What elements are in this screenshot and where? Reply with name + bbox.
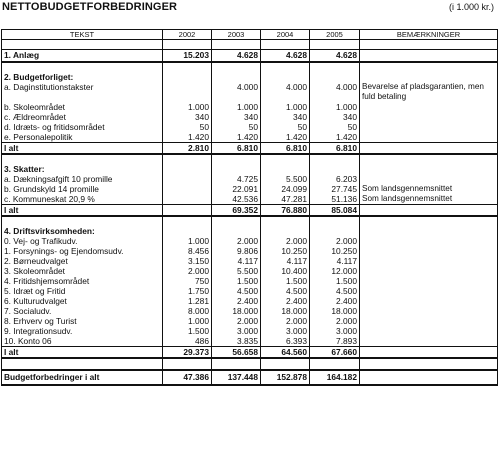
table-row [2,296,498,306]
table-row [2,174,498,184]
cell-2004: 1.000 [261,102,310,112]
cell-2003: 6.810 [212,143,261,155]
cell-note [360,174,498,184]
cell-note [360,276,498,286]
cell-2002: 2.000 [163,266,212,276]
cell-2005: 2.000 [310,316,360,326]
col-header-2003: 2003 [212,30,261,40]
cell-2004: 2.000 [261,316,310,326]
cell-2002: 1.000 [163,102,212,112]
cell-2005: 67.660 [310,347,360,359]
cell-2005: 3.000 [310,326,360,336]
cell-2003: 1.000 [212,102,261,112]
cell-2002: 340 [163,112,212,122]
cell-2004: 6.810 [261,143,310,155]
row-label: 10. Konto 06 [2,336,163,347]
cell-2005: 85.084 [310,205,360,217]
row-label: 0. Vej- og Trafikudv. [2,236,163,246]
cell-2003: 50 [212,122,261,132]
total-row [2,205,498,217]
spacer-row [2,40,498,50]
cell-2005: 4.000 [310,82,360,102]
cell-2002 [163,82,212,102]
cell-note [360,316,498,326]
cell-2004: 6.393 [261,336,310,347]
cell-2005: 10.250 [310,246,360,256]
cell-2004 [261,164,310,174]
cell-2003: 9.806 [212,246,261,256]
table-row [2,266,498,276]
row-label: 9. Integrationsudv. [2,326,163,336]
cell-note [360,347,498,359]
cell-2003: 22.091 [212,184,261,194]
cell-2005: 50 [310,122,360,132]
table-row [2,122,498,132]
section-heading-row [2,72,498,82]
cell-2004: 4.628 [261,50,310,63]
section-heading-row [2,164,498,174]
total-row [2,143,498,155]
cell-2004: 2.400 [261,296,310,306]
row-label: b. Grundskyld 14 promille [2,184,163,194]
cell-note [360,306,498,316]
cell-2002 [163,72,212,82]
header-row [2,30,498,40]
cell-2005: 27.745 [310,184,360,194]
cell-2004: 1.500 [261,276,310,286]
cell-2003: 2.400 [212,296,261,306]
section-driftsvirksomheden [2,226,498,358]
cell-2002: 29.373 [163,347,212,359]
cell-2003 [212,72,261,82]
cell-note [360,50,498,63]
cell-2003: 3.835 [212,336,261,347]
cell-2003 [212,226,261,236]
col-header-2005: 2005 [310,30,360,40]
cell-2005: 7.893 [310,336,360,347]
row-label: a. Daginstitutionstakster [2,82,163,102]
table-row [2,194,498,205]
cell-note [360,266,498,276]
cell-2002 [163,205,212,217]
cell-2005: 6.203 [310,174,360,184]
cell-2002 [163,174,212,184]
table-row [2,326,498,336]
cell-2002: 1.000 [163,316,212,326]
cell-2004: 5.500 [261,174,310,184]
cell-2002 [163,164,212,174]
cell-2005: 4.628 [310,50,360,63]
cell-2005: 1.420 [310,132,360,143]
cell-2004 [261,226,310,236]
table-row [2,276,498,286]
cell-note [360,112,498,122]
cell-2003: 4.628 [212,50,261,63]
cell-2004: 10.250 [261,246,310,256]
table-row [2,306,498,316]
cell-note [360,246,498,256]
cell-note [360,326,498,336]
cell-2003: 3.000 [212,326,261,336]
cell-2004: 24.099 [261,184,310,194]
cell-2002: 50 [163,122,212,132]
total-row [2,347,498,359]
cell-2004: 4.500 [261,286,310,296]
row-label: 2. Børneudvalget [2,256,163,266]
row-label: 1. Anlæg [2,50,163,63]
table-row [2,82,498,102]
col-header-2004: 2004 [261,30,310,40]
cell-2005: 4.500 [310,286,360,296]
cell-2005: 12.000 [310,266,360,276]
cell-2003: 2.000 [212,236,261,246]
table-row [2,132,498,143]
col-header-tekst: TEKST [2,30,163,40]
cell-2004: 152.878 [261,370,310,385]
cell-2005 [310,72,360,82]
cell-note [360,256,498,266]
table-row [2,246,498,256]
cell-2003: 4.500 [212,286,261,296]
cell-2004: 340 [261,112,310,122]
cell-2004: 4.000 [261,82,310,102]
cell-2002: 8.000 [163,306,212,316]
cell-2002: 1.281 [163,296,212,306]
cell-2005: 4.117 [310,256,360,266]
cell-2002: 3.150 [163,256,212,266]
cell-2002: 1.750 [163,286,212,296]
cell-2002: 47.386 [163,370,212,385]
row-label: 4. Fritidshjemsområdet [2,276,163,286]
cell-note [360,102,498,112]
cell-2003: 1.420 [212,132,261,143]
cell-2004: 47.281 [261,194,310,205]
cell-2004: 4.117 [261,256,310,266]
cell-2005: 164.182 [310,370,360,385]
spacer-row [2,154,498,164]
cell-2003: 4.000 [212,82,261,102]
cell-2003: 56.658 [212,347,261,359]
row-label: I alt [2,347,163,359]
cell-note [360,132,498,143]
section-heading: 3. Skatter: [2,164,163,174]
col-header-bemaerkninger: BEMÆRKNINGER [360,30,498,40]
anlaeg-row [2,50,498,63]
cell-2003 [212,164,261,174]
cell-note [360,286,498,296]
cell-2004: 64.560 [261,347,310,359]
cell-2005 [310,226,360,236]
row-label: 3. Skoleområdet [2,266,163,276]
cell-note [360,236,498,246]
table-row [2,316,498,326]
grand-total-row [2,370,498,385]
cell-2004: 10.400 [261,266,310,276]
cell-2003: 42.536 [212,194,261,205]
cell-2005: 340 [310,112,360,122]
row-label: I alt [2,143,163,155]
cell-2003: 1.500 [212,276,261,286]
cell-note: Bevarelse af pladsgarantien, men fuld betaling [360,82,498,102]
row-label: 5. Idræt og Fritid [2,286,163,296]
cell-2005 [310,164,360,174]
cell-note: Som landsgennemsnittet [360,184,498,194]
cell-2004 [261,72,310,82]
cell-2002: 2.810 [163,143,212,155]
cell-note [360,336,498,347]
budget-table [1,29,498,386]
cell-2002: 1.500 [163,326,212,336]
cell-note [360,205,498,217]
row-label: c. Ældreområdet [2,112,163,122]
table-row [2,336,498,347]
cell-2003: 69.352 [212,205,261,217]
table-row [2,184,498,194]
cell-2005: 2.000 [310,236,360,246]
row-label: 1. Forsynings- og Ejendomsudv. [2,246,163,256]
row-label: 7. Socialudv. [2,306,163,316]
table-row [2,112,498,122]
cell-2003: 18.000 [212,306,261,316]
cell-2004: 2.000 [261,236,310,246]
section-heading-row [2,226,498,236]
cell-note [360,226,498,236]
cell-2005: 1.500 [310,276,360,286]
cell-2002: 750 [163,276,212,286]
row-label: Budgetforbedringer i alt [2,370,163,385]
cell-note: Som landsgennemsnittet [360,194,498,205]
section-heading: 2. Budgetforliget: [2,72,163,82]
cell-2005: 1.000 [310,102,360,112]
section-skatter [2,164,498,216]
cell-2002 [163,184,212,194]
cell-2005: 6.810 [310,143,360,155]
row-label: b. Skoleområdet [2,102,163,112]
cell-2005: 51.136 [310,194,360,205]
row-label: I alt [2,205,163,217]
table-row [2,256,498,266]
cell-2003: 4.117 [212,256,261,266]
cell-2003: 340 [212,112,261,122]
spacer-row [2,358,498,370]
cell-2003: 5.500 [212,266,261,276]
row-label: d. Idræts- og fritidsområdet [2,122,163,132]
row-label: c. Kommuneskat 20,9 % [2,194,163,205]
cell-note [360,72,498,82]
section-heading: 4. Driftsvirksomheden: [2,226,163,236]
row-label: e. Personalepolitik [2,132,163,143]
cell-2002: 8.456 [163,246,212,256]
cell-2002 [163,226,212,236]
row-label: 6. Kulturudvalget [2,296,163,306]
cell-2003: 2.000 [212,316,261,326]
cell-2004: 50 [261,122,310,132]
spacer-row [2,62,498,72]
cell-2003: 137.448 [212,370,261,385]
col-header-2002: 2002 [163,30,212,40]
cell-note [360,122,498,132]
table-row [2,236,498,246]
cell-note [360,370,498,385]
cell-2002 [163,194,212,205]
section-budgetforliget [2,72,498,154]
spacer-row [2,216,498,226]
cell-2002: 486 [163,336,212,347]
cell-2004: 18.000 [261,306,310,316]
cell-2005: 18.000 [310,306,360,316]
cell-2002: 1.420 [163,132,212,143]
page-title: NETTOBUDGETFORBEDRINGER [2,1,178,13]
cell-2002: 15.203 [163,50,212,63]
cell-note [360,164,498,174]
table-row [2,286,498,296]
cell-2005: 2.400 [310,296,360,306]
cell-2004: 76.880 [261,205,310,217]
row-label: 8. Erhverv og Turist [2,316,163,326]
cell-2004: 1.420 [261,132,310,143]
row-label: a. Dækningsafgift 10 promille [2,174,163,184]
table-row [2,102,498,112]
cell-note [360,143,498,155]
cell-2002: 1.000 [163,236,212,246]
cell-note [360,296,498,306]
cell-2004: 3.000 [261,326,310,336]
unit-label: (i 1.000 kr.) [448,2,494,12]
cell-2003: 4.725 [212,174,261,184]
